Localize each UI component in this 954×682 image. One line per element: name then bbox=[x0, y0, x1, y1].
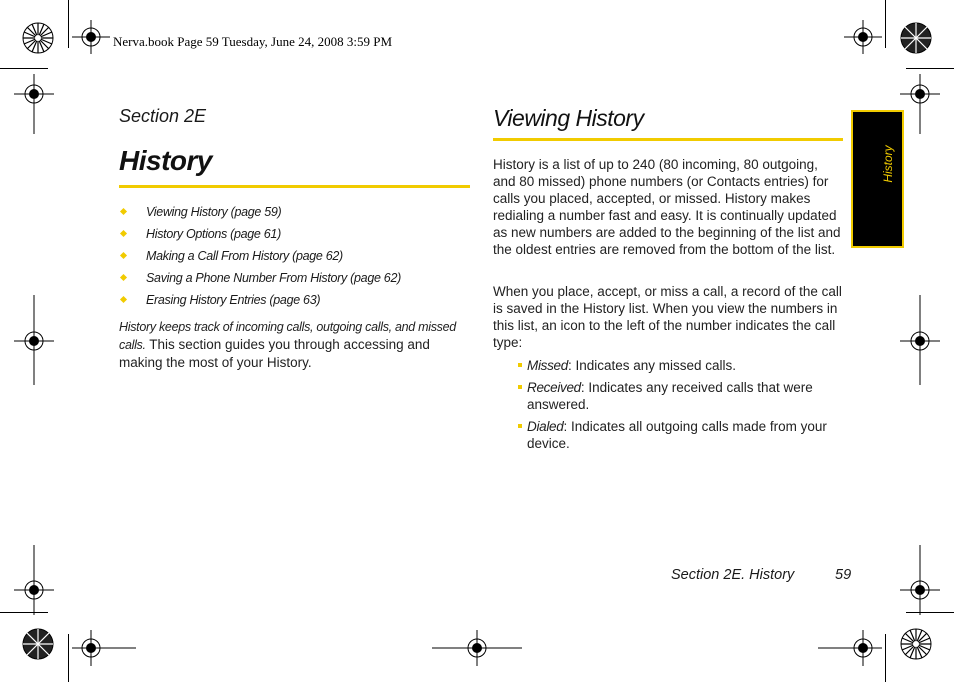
registration-mark-icon bbox=[14, 74, 54, 134]
intro-rest: This section guides you through accessing and making the most of your History. bbox=[119, 337, 430, 370]
toc-item-label: Saving a Phone Number From History (page 62) bbox=[146, 271, 401, 285]
paragraph-history-list: History is a list of up to 240 (80 incoming, 80 outgoing, and 80 missed) phone numbers (or Contacts entries) for calls you placed, accepted, or missed. History makes redialing a number fast and easy. It is continually updated as new numbers are added to the beginning of the list and the oldest entries are removed from the bottom of the list. bbox=[493, 157, 841, 257]
diamond-bullet-icon bbox=[120, 252, 127, 259]
registration-mark-icon bbox=[72, 20, 110, 54]
square-bullet-icon bbox=[518, 385, 522, 389]
registration-mark-icon bbox=[72, 630, 136, 666]
call-type-term: Received bbox=[527, 380, 581, 395]
viewing-history-heading: Viewing History bbox=[493, 105, 644, 131]
star-target-icon bbox=[22, 628, 54, 660]
call-type-desc: : Indicates any missed calls. bbox=[567, 358, 737, 373]
chapter-side-tab bbox=[851, 110, 904, 248]
toc-item-label: Erasing History Entries (page 63) bbox=[146, 293, 321, 307]
toc-item[interactable] bbox=[119, 247, 469, 269]
toc-item[interactable] bbox=[119, 269, 469, 291]
section-toc bbox=[119, 203, 469, 313]
crop-line bbox=[906, 68, 954, 69]
title-rule bbox=[119, 185, 470, 188]
list-item bbox=[516, 357, 843, 374]
intro-paragraph bbox=[119, 318, 469, 371]
registration-mark-icon bbox=[900, 295, 940, 385]
intro-lead: History keeps track of incoming calls, outgoing calls, and missed calls. bbox=[119, 320, 456, 352]
toc-item[interactable] bbox=[119, 225, 469, 247]
diamond-bullet-icon bbox=[120, 208, 127, 215]
call-type-term: Missed bbox=[527, 358, 568, 373]
registration-mark-icon bbox=[14, 545, 54, 615]
registration-mark-icon bbox=[432, 630, 522, 666]
call-type-list bbox=[516, 357, 843, 457]
footer-section-label: Section 2E. History bbox=[671, 567, 795, 583]
crop-line bbox=[68, 634, 69, 682]
registration-mark-icon bbox=[900, 545, 940, 615]
registration-mark-icon bbox=[818, 630, 882, 666]
toc-item-label: Viewing History (page 59) bbox=[146, 205, 282, 219]
registration-mark-icon bbox=[900, 74, 940, 134]
list-item bbox=[516, 379, 843, 413]
side-tab-label: History bbox=[881, 145, 895, 183]
registration-mark-icon bbox=[844, 20, 882, 54]
page-title: History bbox=[119, 145, 212, 176]
square-bullet-icon bbox=[518, 424, 522, 428]
diamond-bullet-icon bbox=[120, 274, 127, 281]
star-target-icon bbox=[900, 628, 932, 660]
registration-mark-icon bbox=[14, 295, 54, 385]
call-type-desc: : Indicates any received calls that were answered. bbox=[527, 380, 813, 412]
toc-item[interactable] bbox=[119, 291, 469, 313]
crop-line bbox=[68, 0, 69, 48]
page-number: 59 bbox=[835, 567, 852, 583]
heading-rule bbox=[493, 138, 843, 141]
diamond-bullet-icon bbox=[120, 296, 127, 303]
list-item bbox=[516, 418, 843, 452]
diamond-bullet-icon bbox=[120, 230, 127, 237]
crop-line bbox=[885, 634, 886, 682]
section-label: Section 2E bbox=[119, 106, 207, 126]
call-type-term: Dialed bbox=[527, 419, 564, 434]
crop-line bbox=[0, 68, 48, 69]
star-target-icon bbox=[22, 22, 54, 54]
paragraph-call-record: When you place, accept, or miss a call, a record of the call is saved in the History list. When you view the numbers in this list, an icon to the left of the number indicates the call type: bbox=[493, 284, 842, 350]
print-header-note: Nerva.book Page 59 Tuesday, June 24, 2008 3:59 PM bbox=[113, 34, 393, 49]
crop-line bbox=[885, 0, 886, 48]
square-bullet-icon bbox=[518, 363, 522, 367]
call-type-desc: : Indicates all outgoing calls made from your device. bbox=[527, 419, 827, 451]
star-target-icon bbox=[900, 22, 932, 54]
toc-item-label: History Options (page 61) bbox=[146, 227, 281, 241]
toc-item-label: Making a Call From History (page 62) bbox=[146, 249, 343, 263]
toc-item[interactable] bbox=[119, 203, 469, 225]
